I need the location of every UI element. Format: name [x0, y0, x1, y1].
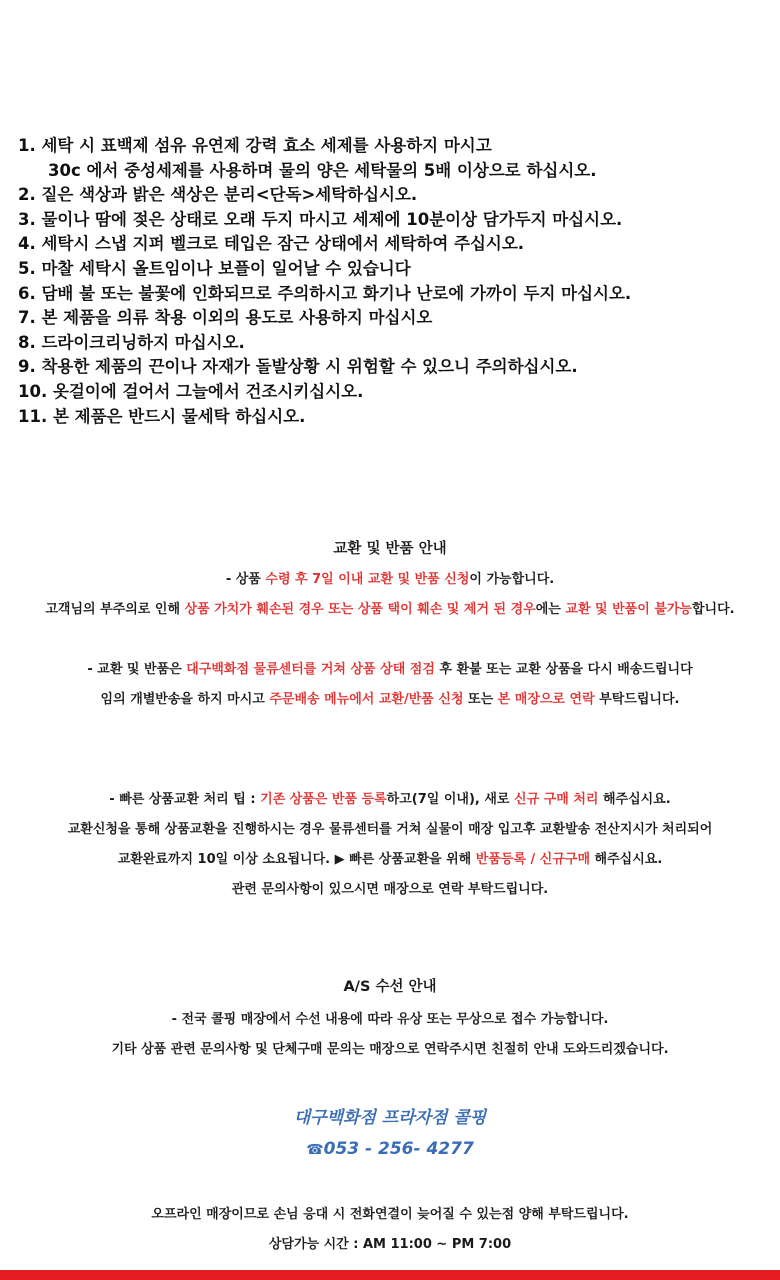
care-item-continuation: 30c 에서 중성세제를 사용하며 물의 양은 세탁물의 5배 이상으로 하십시오.: [48, 160, 597, 180]
exchange-line-2: 고객님의 부주의로 인해 상품 가치가 훼손된 경우 또는 상품 택이 훼손 및 제거 된 경우에는 교환 및 반품이 불가능합니다.: [45, 602, 735, 617]
exchange-line-1: - 상품 수령 후 7일 이내 교환 및 반품 신청이 가능합니다.: [225, 572, 555, 587]
tip-line-2: 교환신청을 통해 상품교환을 진행하시는 경우 물류센터를 거쳐 실물이 매장 입고후 교환발송 전산지시가 처리되어: [67, 822, 713, 837]
exchange-title: 교환 및 반품 안내: [333, 541, 447, 557]
footer-notice: 오프라인 매장이므로 손님 응대 시 전화연결이 늦어질 수 있는점 양해 부탁드립니다.: [151, 1207, 629, 1222]
care-item: 9. 착용한 제품의 끈이나 자재가 돌발상황 시 위험할 수 있으니 주의하십시오.: [18, 357, 578, 377]
as-line-2: 기타 상품 관련 문의사항 및 단체구매 문의는 매장으로 연락주시면 친절히 안내 도와드리겠습니다.: [111, 1042, 669, 1057]
bottom-accent-bar: [0, 1270, 780, 1280]
as-line-1: - 전국 콜핑 매장에서 수선 내용에 따라 유상 또는 무상으로 접수 가능합니다.: [171, 1012, 609, 1027]
store-name: 대구백화점 프라자점 콜핑: [293, 1108, 487, 1128]
tip-line-3: 교환완료까지 10일 이상 소요됩니다. ▶ 빠른 상품교환을 위해 반품등록 / 신규구매 해주십시요.: [117, 852, 663, 867]
care-item: 4. 세탁시 스냅 지퍼 벨크로 테입은 잠근 상태에서 세탁하여 주십시오.: [18, 234, 525, 254]
care-item: 7. 본 제품을 의류 착용 이외의 용도로 사용하지 마십시오: [18, 308, 433, 328]
care-item: 11. 본 제품은 반드시 물세탁 하십시오.: [18, 406, 306, 426]
tip-line-1: - 빠른 상품교환 처리 팁 : 기존 상품은 반품 등록하고(7일 이내), 새로 신규 구매 처리 해주십시요.: [109, 792, 671, 807]
store-phone[interactable]: ☎053 - 256- 4277: [306, 1139, 474, 1159]
business-hours: 상담가능 시간 : AM 11:00 ~ PM 7:00: [268, 1237, 512, 1252]
tip-line-4: 관련 문의사항이 있으시면 매장으로 연락 부탁드립니다.: [231, 882, 549, 897]
care-item: 6. 담배 불 또는 불꽃에 인화되므로 주의하시고 화기나 난로에 가까이 두지 마십시오.: [18, 283, 632, 303]
care-item: 2. 짙은 색상과 밝은 색상은 분리<단독>세탁하십시오.: [18, 185, 418, 205]
care-item: 1. 세탁 시 표백제 섬유 유연제 강력 효소 세제를 사용하지 마시고: [18, 136, 492, 155]
exchange-line-3: - 교환 및 반품은 대구백화점 물류센터를 거쳐 상품 상태 점검 후 환불 또는 교환 상품을 다시 배송드립니다: [87, 662, 693, 677]
care-item: 3. 물이나 땀에 젖은 상태로 오래 두지 마시고 세제에 10분이상 담가두지 마십시오.: [18, 209, 623, 229]
care-instructions-list: [18, 134, 768, 429]
telephone-icon: ☎: [306, 1142, 324, 1158]
exchange-line-4: 임의 개별반송을 하지 마시고 주문배송 메뉴에서 교환/반품 신청 또는 본 매장으로 연락 부탁드립니다.: [100, 692, 680, 707]
as-title: A/S 수선 안내: [343, 979, 437, 995]
care-item: 10. 옷걸이에 걸어서 그늘에서 건조시키십시오.: [18, 381, 364, 401]
care-item: 8. 드라이크리닝하지 마십시오.: [18, 332, 245, 352]
care-item: 5. 마찰 세탁시 올트임이나 보플이 일어날 수 있습니다: [18, 258, 411, 278]
